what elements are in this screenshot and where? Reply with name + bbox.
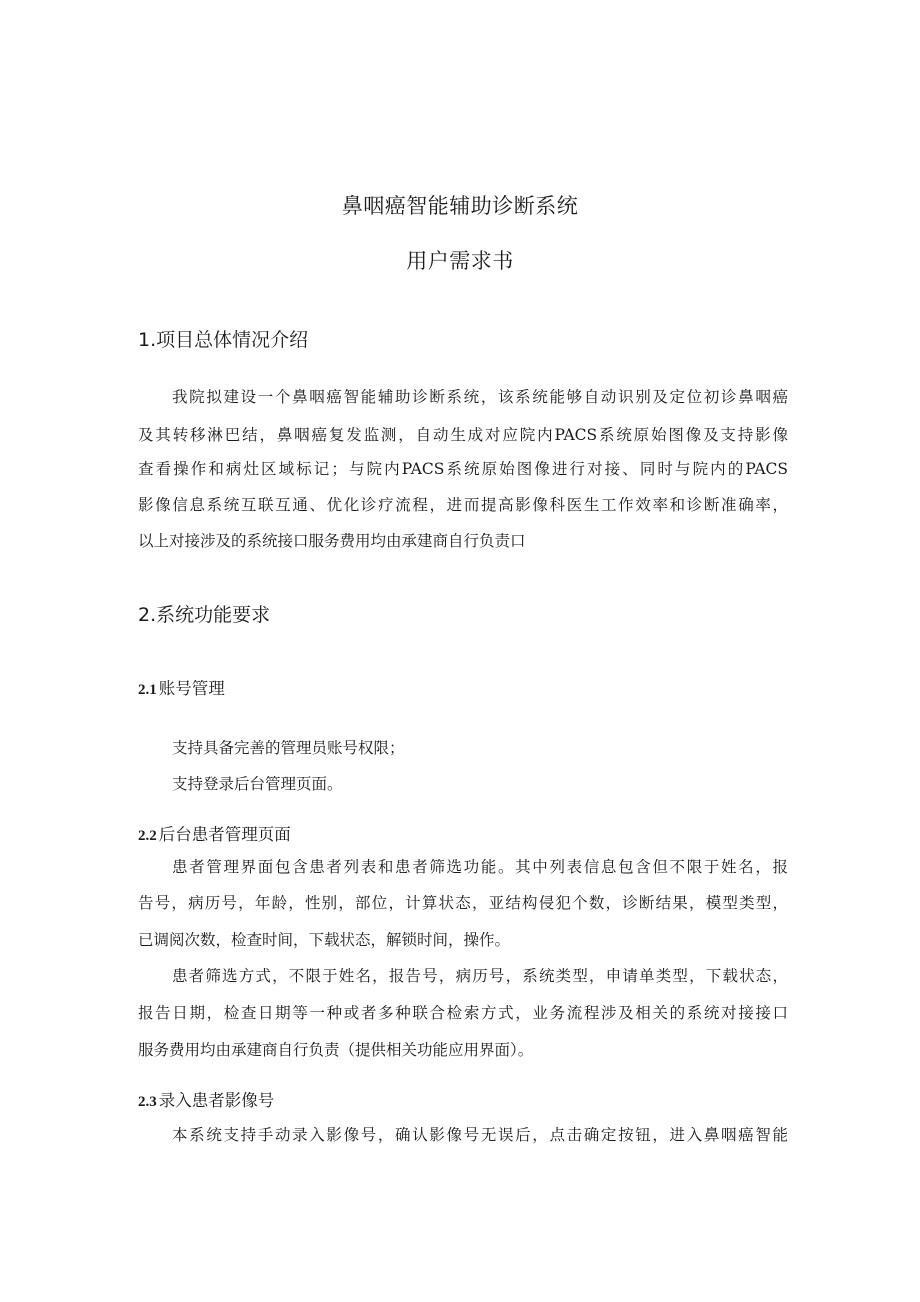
- subsection-number: 2.2: [138, 828, 157, 844]
- subsection-2-1-line: 支持登录后台管理页面。: [172, 775, 343, 793]
- subsection-2-2-heading: [138, 821, 291, 845]
- subsection-2-1-heading: [138, 675, 225, 699]
- section-1-paragraph-line: 我院拟建设一个鼻咽癌智能辅助诊断系统，该系统能够自动识别及定位初诊鼻咽癌: [172, 388, 788, 406]
- subsection-2-2-line: 已调阅次数，检查时间，下载状态，解锁时间，操作。: [138, 931, 511, 949]
- subsection-title: 账号管理: [158, 679, 225, 698]
- section-1-paragraph-line: 以上对接涉及的系统接口服务费用均由承建商自行负责口: [138, 532, 526, 550]
- subsection-title: 录入患者影像号: [158, 1091, 275, 1110]
- subsection-title: 后台患者管理页面: [158, 825, 291, 844]
- subsection-number: 2.3: [138, 1094, 157, 1110]
- subsection-2-3-heading: [138, 1087, 274, 1111]
- section-1-paragraph-line: 及其转移淋巴结，鼻咽癌复发监测，自动生成对应院内PACS系统原始图像及支持影像: [138, 426, 788, 444]
- subsection-2-2-line: 报告日期，检查日期等一种或者多种联合检索方式，业务流程涉及相关的系统对接接口: [138, 1004, 788, 1022]
- subsection-number: 2.1: [138, 682, 157, 698]
- subsection-2-2-line: 服务费用均由承建商自行负责（提供相关功能应用界面）。: [138, 1041, 534, 1059]
- subsection-2-2-line: 患者筛选方式，不限于姓名，报告号，病历号，系统类型，申请单类型，下载状态，: [172, 967, 788, 985]
- document-title: 鼻咽癌智能辅助诊断系统: [341, 194, 579, 218]
- document-subtitle: 用户需求书: [406, 249, 514, 273]
- section-1-paragraph-line: 查看操作和病灶区域标记；与院内PACS系统原始图像进行对接、同时与院内的PACS: [138, 460, 788, 478]
- subsection-2-3-line: 本系统支持手动录入影像号，确认影像号无误后，点击确定按钮，进入鼻咽癌智能: [172, 1126, 788, 1144]
- subsection-2-2-line: 患者管理界面包含患者列表和患者筛选功能。其中列表信息包含但不限于姓名，报: [172, 858, 788, 876]
- section-2-heading: 2.系统功能要求: [138, 604, 271, 626]
- subsection-2-2-line: 告号，病历号，年龄，性别，部位，计算状态，亚结构侵犯个数，诊断结果，模型类型，: [138, 894, 788, 912]
- section-1-paragraph-line: 影像信息系统互联互通、优化诊疗流程，进而提高影像科医生工作效率和诊断准确率，: [138, 496, 788, 514]
- section-1-heading: 1.项目总体情况介绍: [138, 329, 309, 351]
- subsection-2-1-line: 支持具备完善的管理员账号权限；: [172, 739, 405, 757]
